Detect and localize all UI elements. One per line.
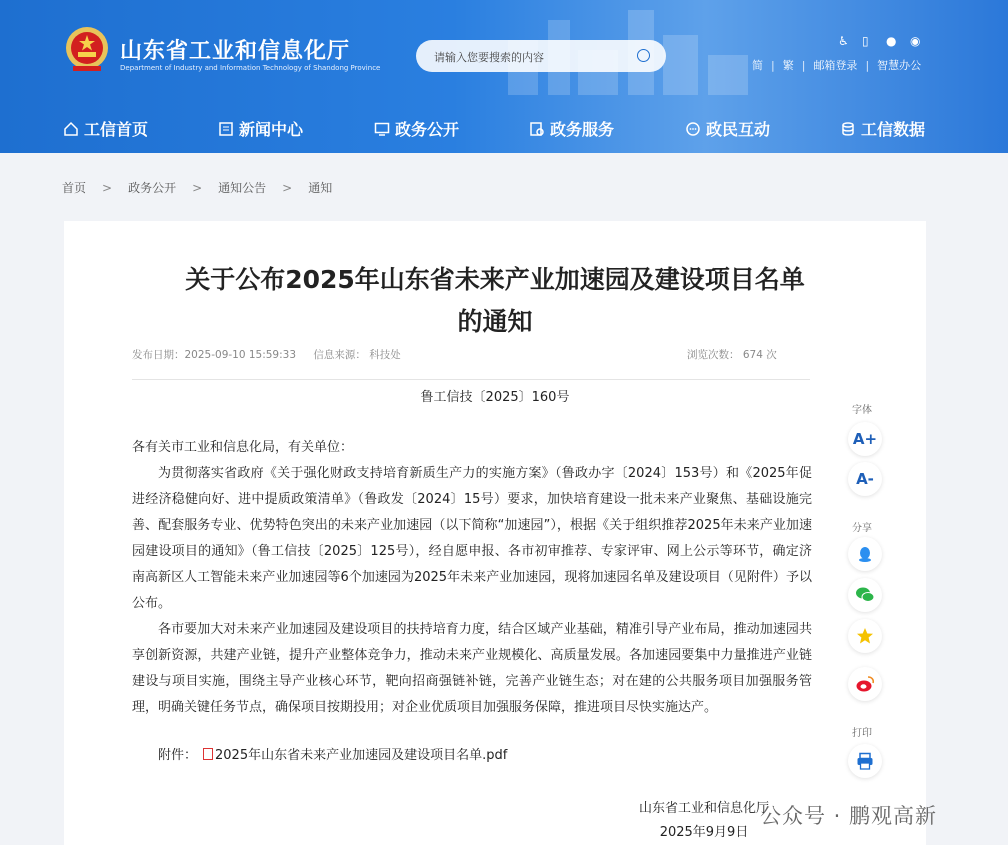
toplink-smart-office[interactable]: 智慧办公 bbox=[877, 59, 922, 72]
share-label: 分享 bbox=[852, 523, 872, 534]
signature-org: 山东省工业和信息化厅 bbox=[639, 801, 770, 816]
attachment bbox=[158, 744, 507, 763]
divider bbox=[132, 379, 810, 380]
breadcrumb-announcements[interactable]: 通知公告 bbox=[218, 181, 267, 195]
nav-item-interaction[interactable] bbox=[685, 117, 770, 140]
article-paragraph: 各市要加大对未来产业加速园及建设项目的扶持培育力度，结合区域产业基础，精准引导产业布局，推动加速园共享创新资源，共建产业链，提升产业整体竞争力，推动未来产业规模化、高质量发展。各加速园要集中力量推进产业链建设与项目实施，围绕主导产业核心环节，靶向招商强链补链，完善产业链生态；对在建的公共服务项目加强服务管理，明确关键任务节点，确保项目按期投用；对企业优质项目加强服务保障，推进项目尽快实施达产。 bbox=[132, 622, 812, 715]
breadcrumb-home[interactable]: 首页 bbox=[62, 181, 87, 195]
view-count: 浏览次数： 674 次 bbox=[687, 349, 777, 361]
nav-item-government-affairs[interactable] bbox=[374, 117, 459, 140]
article-title-line: 关于公布2025年山东省未来产业加速园及建设项目名单 bbox=[185, 265, 805, 294]
national-emblem-icon[interactable] bbox=[64, 26, 110, 74]
nav-item-label: 工信首页 bbox=[84, 120, 149, 139]
accessibility-icon[interactable]: ♿ bbox=[838, 34, 849, 48]
breadcrumb bbox=[62, 179, 332, 196]
print-label: 打印 bbox=[852, 728, 872, 739]
attachment-label: 附件： bbox=[158, 748, 198, 763]
site-title[interactable]: 山东省工业和信息化厅 bbox=[120, 39, 351, 64]
weibo-icon bbox=[855, 675, 875, 693]
watermark bbox=[760, 800, 937, 830]
publish-date: 发布日期：2025-09-10 15:59:33 bbox=[132, 349, 297, 361]
share-qq-button[interactable] bbox=[848, 537, 882, 571]
service-icon bbox=[529, 121, 545, 137]
star-icon bbox=[856, 627, 874, 645]
nav-item-home[interactable] bbox=[63, 117, 148, 140]
article-paragraph: 为贯彻落实省政府《关于强化财政支持培育新质生产力的实施方案》（鲁政办字〔2024〕153号）和《2025年促进经济稳健向好、进中提质政策清单》（鲁政发〔2024〕15号）要求，加快培育建设一批未来产业聚焦、基础设施完善、配套服务专业、优势特色突出的未来产业加速园（以下简称“加速园”），根据《关于组织推荐2025年未来产业加速园建设项目的通知》（鲁工信技〔2025〕125号），经自愿申报、各市初审推荐、专家评审、网上公示等环节，确定济南高新区人工智能未来产业加速园等6个加速园为2025年未来产业加速园，现将加速园名单及建设项目（见附件）予以公布。 bbox=[132, 466, 812, 611]
home-icon bbox=[63, 121, 79, 137]
breadcrumb-government-affairs[interactable]: 政务公开 bbox=[128, 181, 177, 195]
breadcrumb-separator: > bbox=[192, 181, 203, 195]
article-body bbox=[132, 435, 812, 721]
nav-item-label: 政务服务 bbox=[550, 120, 615, 139]
wechat-icon[interactable]: ● bbox=[886, 34, 897, 48]
info-source: 信息来源： 科技处 bbox=[313, 349, 401, 361]
divider: | bbox=[771, 59, 775, 72]
article-title bbox=[64, 259, 926, 343]
divider: | bbox=[801, 59, 806, 72]
toplink-simplified[interactable]: 简 bbox=[752, 59, 763, 72]
share-favorite-button[interactable] bbox=[848, 619, 882, 653]
nav-item-label: 政民互动 bbox=[706, 120, 771, 139]
salutation: 各有关市工业和信息化局，有关单位： bbox=[132, 440, 354, 455]
divider: | bbox=[865, 59, 870, 72]
top-links bbox=[752, 57, 921, 73]
main-nav bbox=[0, 104, 1008, 150]
database-icon bbox=[840, 121, 856, 137]
font-size-label: 字体 bbox=[852, 405, 872, 416]
printer-icon bbox=[856, 752, 874, 770]
nav-item-news[interactable] bbox=[218, 117, 303, 140]
breadcrumb-notice[interactable]: 通知 bbox=[308, 181, 333, 195]
share-weibo-button[interactable] bbox=[848, 667, 882, 701]
signature-date: 2025年9月9日 bbox=[659, 825, 749, 840]
search-icon[interactable] bbox=[637, 49, 650, 62]
breadcrumb-separator: > bbox=[282, 181, 293, 195]
print-button[interactable] bbox=[848, 744, 882, 778]
nav-item-label: 政务公开 bbox=[395, 120, 460, 139]
article-meta bbox=[132, 347, 792, 362]
weibo-icon[interactable]: ◉ bbox=[910, 34, 921, 48]
nav-item-services[interactable] bbox=[529, 117, 614, 140]
site-header bbox=[0, 0, 1008, 153]
search-input[interactable]: 请输入您要搜索的内容 bbox=[434, 51, 544, 64]
search-box[interactable] bbox=[416, 40, 666, 72]
pdf-icon bbox=[203, 748, 213, 760]
nav-item-data[interactable] bbox=[840, 117, 925, 140]
nav-item-label: 工信数据 bbox=[861, 120, 926, 139]
site-subtitle: Department of Industry and Information Technology of Shandong Province bbox=[120, 64, 381, 72]
wechat-icon bbox=[855, 586, 875, 604]
watermark-text: 公众号 · 鹏观高新 bbox=[760, 804, 938, 828]
font-increase-button[interactable]: A+ bbox=[848, 422, 882, 456]
share-wechat-button[interactable] bbox=[848, 578, 882, 612]
toplink-mail-login[interactable]: 邮箱登录 bbox=[813, 59, 858, 72]
qq-icon bbox=[856, 545, 874, 563]
article-card bbox=[64, 221, 926, 845]
monitor-icon bbox=[374, 121, 390, 137]
breadcrumb-separator: > bbox=[102, 181, 113, 195]
news-icon bbox=[218, 121, 234, 137]
font-decrease-button[interactable]: A- bbox=[848, 462, 882, 496]
document-number: 鲁工信技〔2025〕160号 bbox=[420, 390, 570, 405]
article-title-line: 的通知 bbox=[457, 307, 533, 336]
mobile-icon[interactable]: ▯ bbox=[862, 34, 869, 48]
chat-icon bbox=[685, 121, 701, 137]
signature bbox=[639, 797, 769, 845]
nav-item-label: 新闻中心 bbox=[239, 120, 304, 139]
attachment-link[interactable]: 2025年山东省未来产业加速园及建设项目名单.pdf bbox=[215, 748, 508, 763]
toplink-traditional[interactable]: 繁 bbox=[782, 59, 794, 72]
